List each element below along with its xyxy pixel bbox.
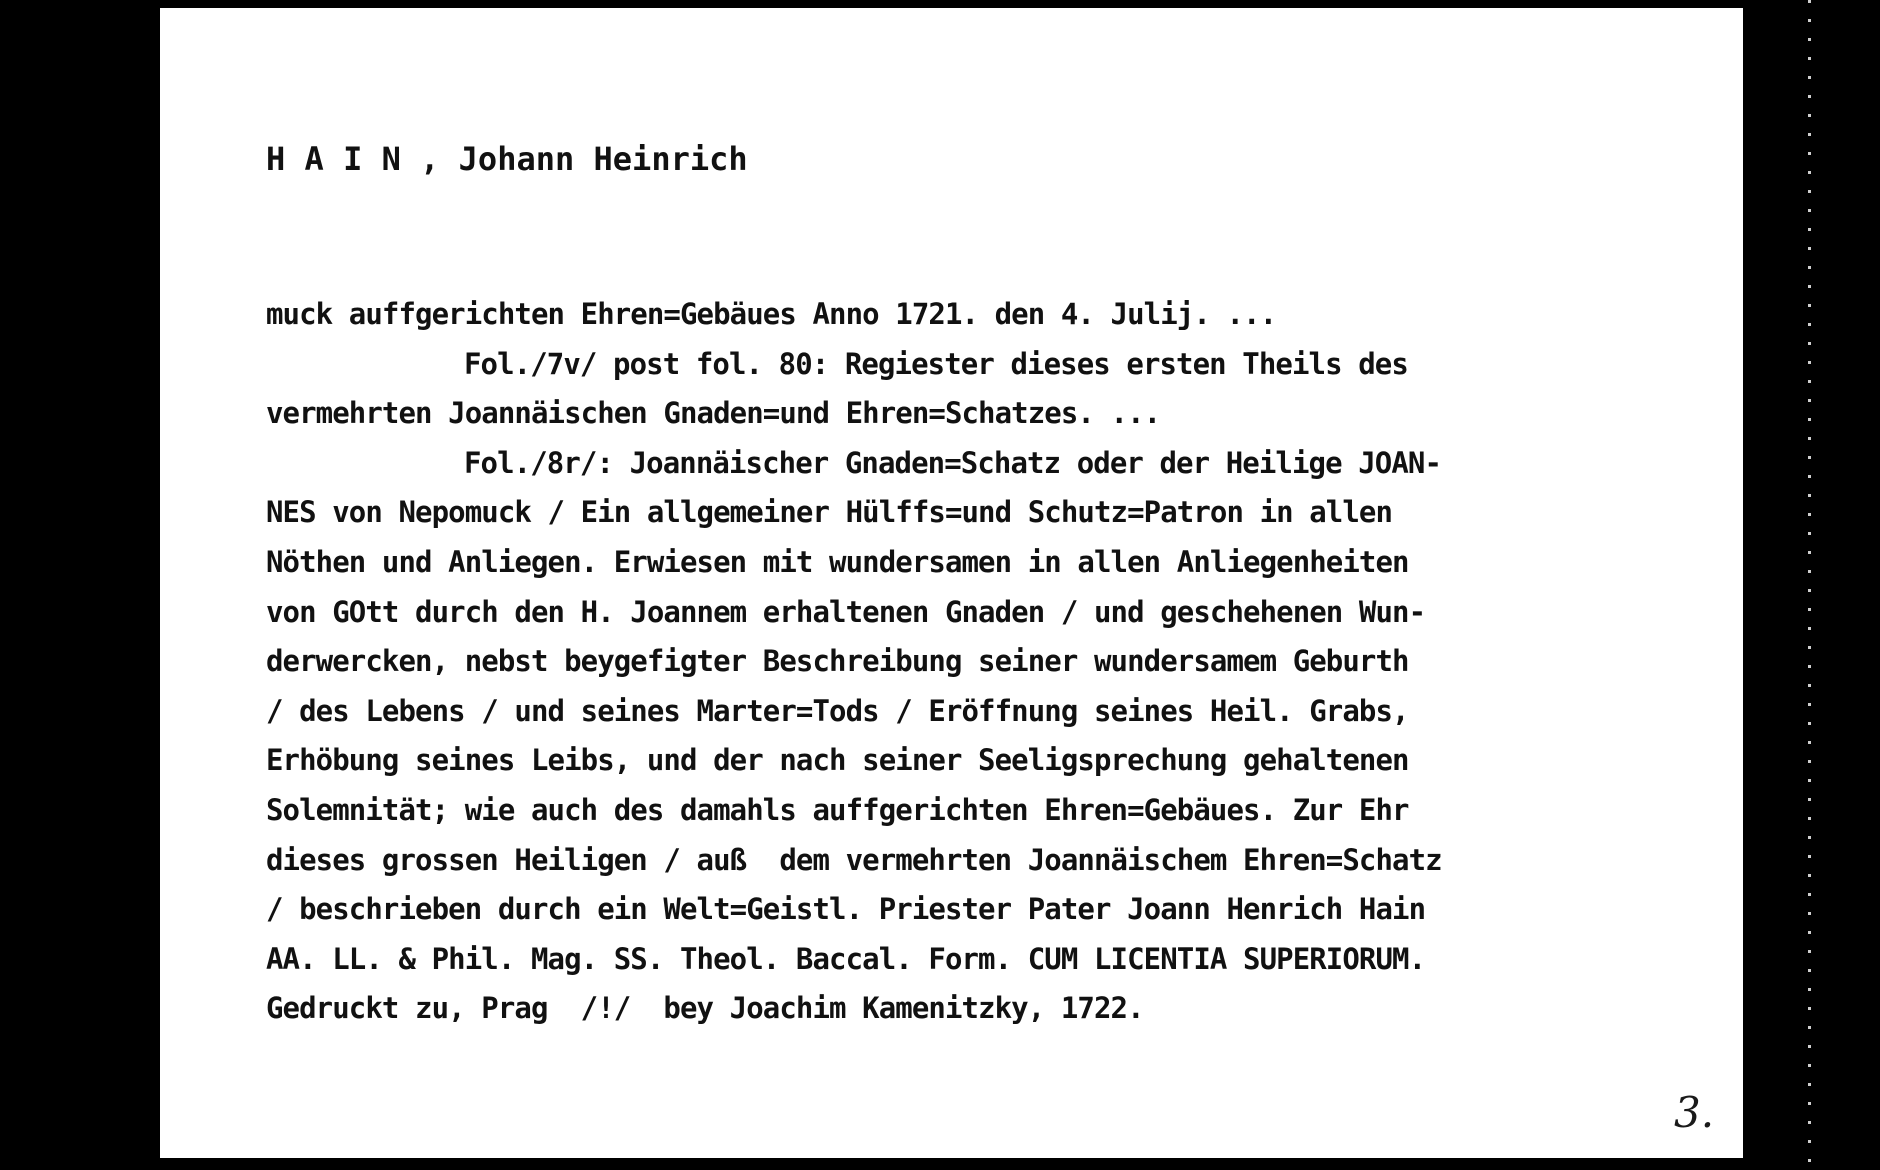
text-line: derwercken, nebst beygefigter Beschreibung seiner wundersamem Geburth bbox=[266, 644, 1409, 679]
text-line: / des Lebens / und seines Marter=Tods / Eröffnung seines Heil. Grabs, bbox=[266, 693, 1409, 728]
scan-edge-dashes bbox=[1808, 0, 1811, 1170]
text-line: Fol./7v/ post fol. 80: Regiester dieses ersten Theils des bbox=[464, 346, 1408, 381]
text-line: Solemnität; wie auch des damahls auffgerichten Ehren=Gebäues. Zur Ehr bbox=[266, 792, 1409, 827]
text-line: AA. LL. & Phil. Mag. SS. Theol. Baccal. Form. CUM LICENTIA SUPERIORUM. bbox=[266, 941, 1426, 976]
catalog-card bbox=[160, 8, 1743, 1158]
card-heading: H A I N , Johann Heinrich bbox=[266, 140, 748, 178]
text-line: / beschrieben durch ein Welt=Geistl. Priester Pater Joann Henrich Hain bbox=[266, 892, 1426, 927]
text-line: von GOtt durch den H. Joannem erhaltenen Gnaden / und geschehenen Wun- bbox=[266, 594, 1426, 629]
text-line: Fol./8r/: Joannäischer Gnaden=Schatz oder der Heilige JOAN- bbox=[464, 445, 1442, 480]
card-body bbox=[266, 290, 1442, 1034]
text-line: Gedruckt zu, Prag /!/ bey Joachim Kamenitzky, 1722. bbox=[266, 991, 1144, 1026]
text-line: dieses grossen Heiligen / auß dem vermehrten Joannäischem Ehren=Schatz bbox=[266, 842, 1442, 877]
page-number: 3. bbox=[1674, 1088, 1715, 1137]
text-line: Nöthen und Anliegen. Erwiesen mit wundersamen in allen Anliegenheiten bbox=[266, 544, 1409, 579]
text-line: vermehrten Joannäischen Gnaden=und Ehren=Schatzes. ... bbox=[266, 396, 1161, 431]
text-line: Erhöbung seines Leibs, und der nach seiner Seeligsprechung gehaltenen bbox=[266, 743, 1409, 778]
text-line: muck auffgerichten Ehren=Gebäues Anno 1721. den 4. Julij. ... bbox=[266, 297, 1277, 331]
text-line: NES von Nepomuck / Ein allgemeiner Hülffs=und Schutz=Patron in allen bbox=[266, 495, 1393, 530]
